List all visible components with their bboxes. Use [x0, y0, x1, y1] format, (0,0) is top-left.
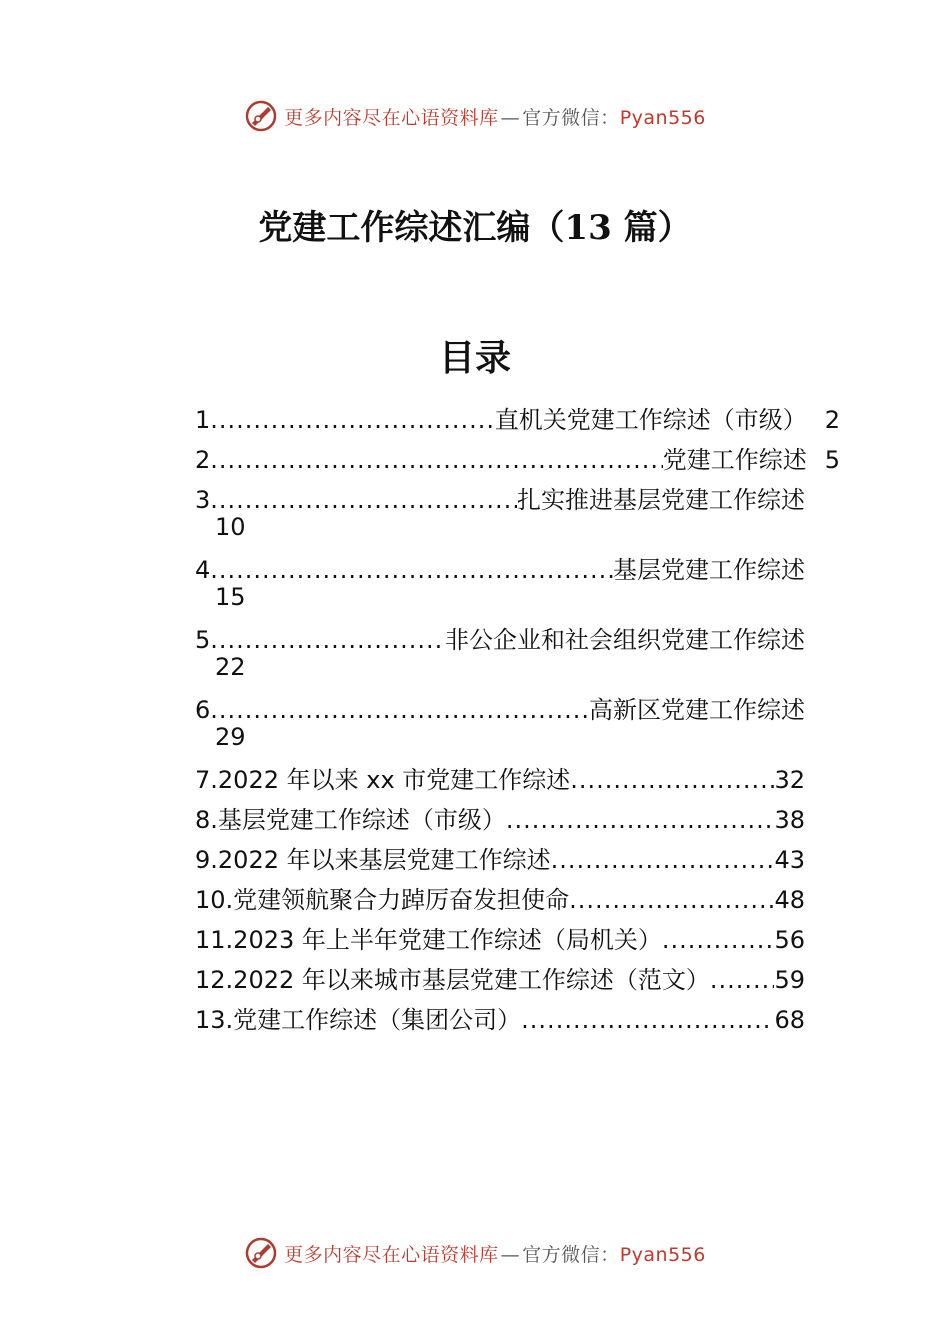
table-of-contents [195, 400, 845, 1040]
pen-logo-icon [244, 99, 278, 133]
toc-entry[interactable]: 12. 2022 年以来城市基层党建工作综述（范文） ..... 59 [195, 960, 805, 1000]
toc-entry[interactable]: 10. 党建领航聚合力踔厉奋发担使命 ..... 48 [195, 880, 805, 920]
toc-page: 32 [774, 766, 805, 794]
toc-page: 5 [824, 446, 840, 474]
toc-page: 2 [824, 406, 840, 434]
toc-page: 38 [774, 806, 805, 834]
toc-page: 22 [215, 653, 246, 681]
toc-entry[interactable]: 4 ..... 基层党建工作综述 [195, 550, 805, 590]
toc-page: 29 [215, 723, 246, 751]
toc-entry[interactable]: 5 ..... 非公企业和社会组织党建工作综述 [195, 620, 805, 660]
footer-banner [0, 1233, 950, 1273]
toc-entry[interactable]: 11. 2023 年上半年党建工作综述（局机关） ..... 56 [195, 920, 805, 960]
wechat-id: Pyan556 [619, 1243, 706, 1266]
header-banner [0, 96, 950, 136]
toc-page: 10 [215, 513, 246, 541]
wechat-id: Pyan556 [619, 106, 706, 129]
toc-entry[interactable]: 9. 2022 年以来基层党建工作综述 ..... 43 [195, 840, 805, 880]
toc-page: 15 [215, 583, 246, 611]
banner-text: 更多内容尽在心语资料库 — 官方微信：Pyan556 [284, 1243, 706, 1266]
toc-entry[interactable]: 7. 2022 年以来 xx 市党建工作综述 ..... 32 [195, 760, 805, 800]
toc-entry[interactable]: 13. 党建工作综述（集团公司） ..... 68 [195, 1000, 805, 1040]
toc-page: 59 [774, 966, 805, 994]
toc-page: 56 [774, 926, 805, 954]
document-title: 党建工作综述汇编（13 篇） [258, 208, 692, 248]
banner-text: 更多内容尽在心语资料库 — 官方微信：Pyan556 [284, 106, 706, 129]
toc-entry[interactable]: 1 ..... 直机关党建工作综述（市级） 2 [195, 400, 840, 440]
toc-entry[interactable]: 2 ..... 党建工作综述 5 [195, 440, 840, 480]
toc-heading: 目录 [438, 337, 511, 379]
toc-entry[interactable]: 6 ..... 高新区党建工作综述 [195, 690, 805, 730]
toc-entry[interactable]: 8. 基层党建工作综述（市级） ..... 38 [195, 800, 805, 840]
toc-page: 43 [774, 846, 805, 874]
toc-entry[interactable]: 3 ..... 扎实推进基层党建工作综述 [195, 480, 805, 520]
toc-page: 68 [774, 1006, 805, 1034]
toc-page: 48 [774, 886, 805, 914]
pen-logo-icon [244, 1236, 278, 1270]
